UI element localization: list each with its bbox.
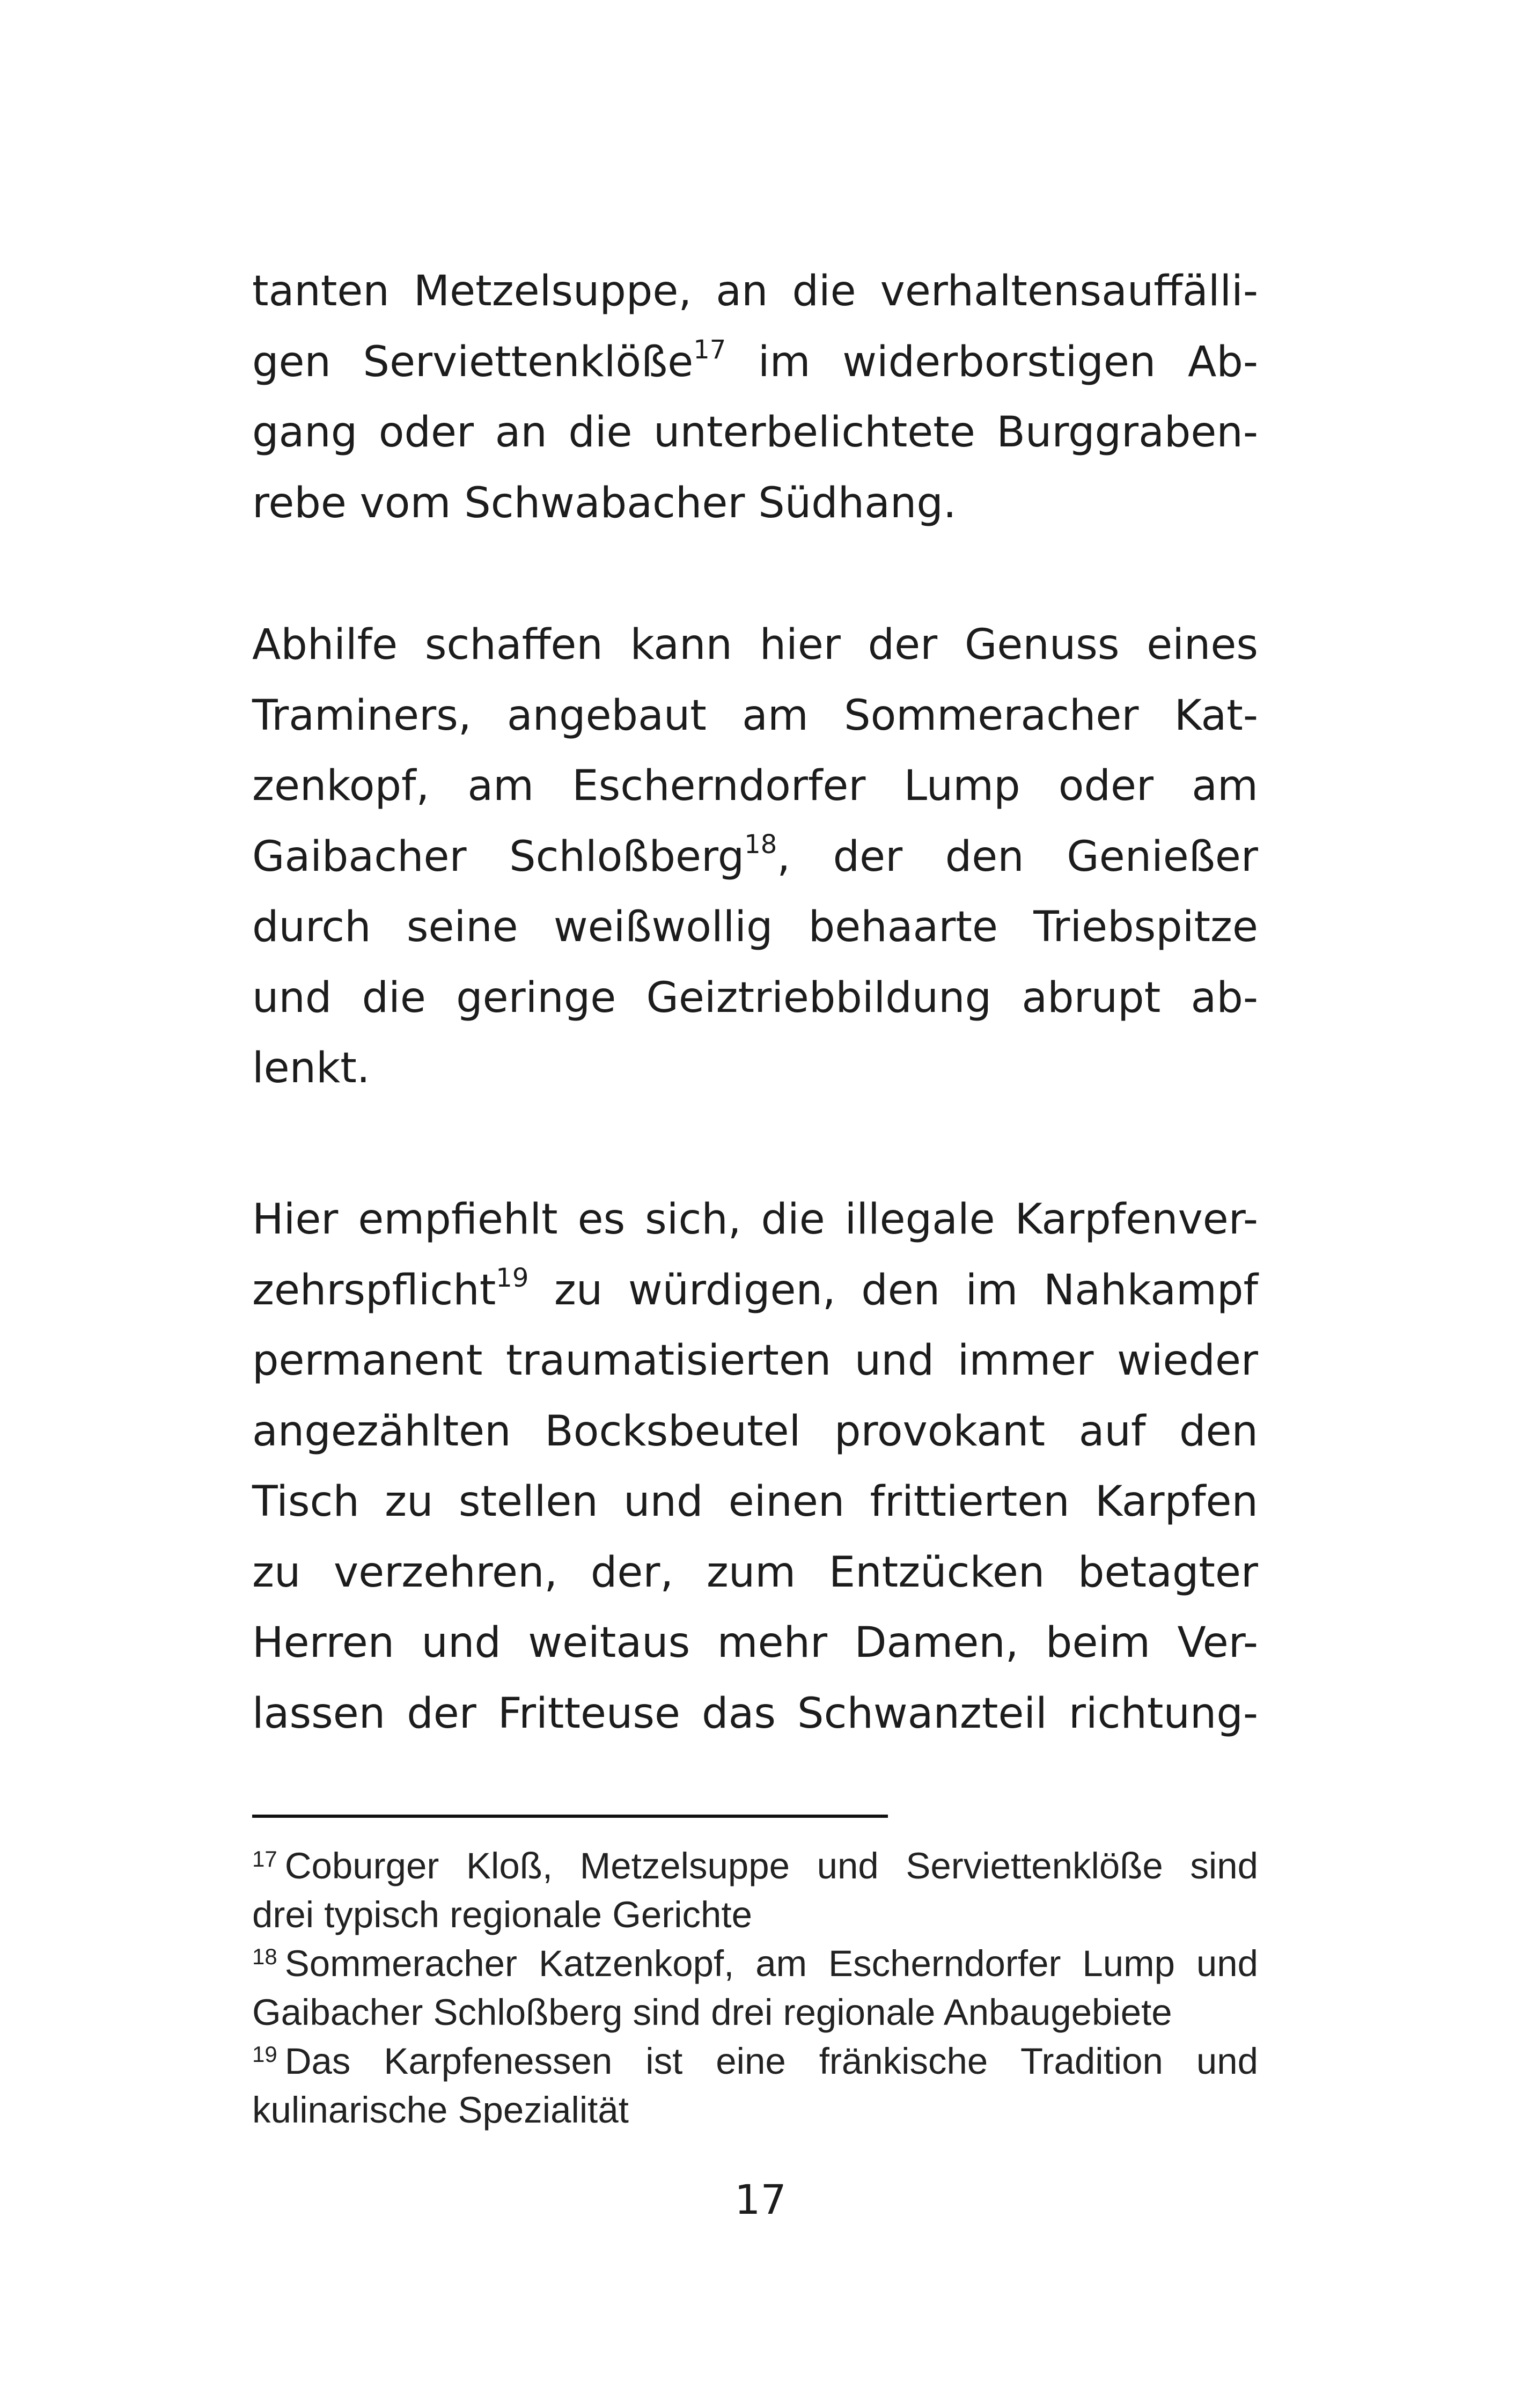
text-line: Traminers, angebaut am Sommeracher Kat- [252,691,1258,740]
footnote-reference-19: 19 [496,1262,529,1293]
text-line: Tisch zu stellen und einen frittierten Karpfen [252,1478,1258,1526]
footnote-line: drei typisch regionale Gerichte [252,1894,752,1935]
text-line: Hier empfiehlt es sich, die illegale Karpfenver- [252,1195,1258,1244]
text-line: durch seine weißwollig behaarte Triebspitze [252,903,1258,951]
footnote-19 [252,2037,1258,2134]
footnote-separator [252,1815,888,1818]
footnotes [252,1841,1258,2134]
text-line: permanent traumatisierten und immer wieder [252,1337,1258,1385]
text-line: rebe vom Schwabacher Südhang. [252,479,957,527]
text-line: und die geringe Geiztriebbildung abrupt ab- [252,973,1258,1022]
footnote-line: kulinarische Spezialität [252,2089,629,2131]
text-line: lassen der Fritteuse das Schwanzteil richtung- [252,1689,1258,1738]
footnote-17 [252,1841,1258,1939]
text-segment: , der den Genießer [777,832,1258,881]
footnote-number: 19 [252,2042,277,2067]
text-line: gang oder an die unterbelichtete Burggraben- [252,408,1258,457]
footnote-number: 17 [252,1846,277,1871]
footnote-text: Coburger Kloß, Metzelsuppe und Serviettenklöße sind [284,1845,1258,1886]
body-paragraph-3 [252,1185,1258,1749]
text-segment: zehrspflicht [252,1266,496,1315]
text-segment: im widerborstigen Ab- [726,337,1258,386]
text-line: lenkt. [252,1044,370,1092]
footnote-line: Gaibacher Schloßberg sind drei regionale Anbaugebiete [252,1992,1172,2033]
body-paragraph-1 [252,256,1258,539]
footnote-text: Das Karpfenessen ist eine fränkische Tradition und [284,2040,1258,2082]
text-segment: zu würdigen, den im Nahkampf [528,1266,1258,1315]
text-line: Abhilfe schaffen kann hier der Genuss eines [252,621,1258,669]
footnote-18 [252,1939,1258,2037]
page-number: 17 [734,2176,787,2223]
footnote-number: 18 [252,1944,277,1969]
text-line [252,1256,1258,1326]
footnote-reference-17: 17 [693,334,726,365]
footnote-reference-18: 18 [744,829,777,860]
text-line [252,822,1258,893]
body-paragraph-2 [252,610,1258,1104]
text-line: zu verzehren, der, zum Entzücken betagter [252,1548,1258,1597]
text-line: tanten Metzelsuppe, an die verhaltensauffälli- [252,267,1258,315]
footnote-line [252,1841,1258,1890]
text-line: Herren und weitaus mehr Damen, beim Ver- [252,1619,1258,1667]
footnote-text: Sommeracher Katzenkopf, am Escherndorfer Lump und [284,1943,1258,1984]
text-line [252,327,1258,398]
text-segment: gen Serviettenklöße [252,337,694,386]
footnote-line [252,2037,1258,2086]
footnote-line [252,1939,1258,1988]
text-line: angezählten Bocksbeutel provokant auf den [252,1407,1258,1456]
text-line: zenkopf, am Escherndorfer Lump oder am [252,762,1258,810]
text-segment: Gaibacher Schloßberg [252,832,745,881]
